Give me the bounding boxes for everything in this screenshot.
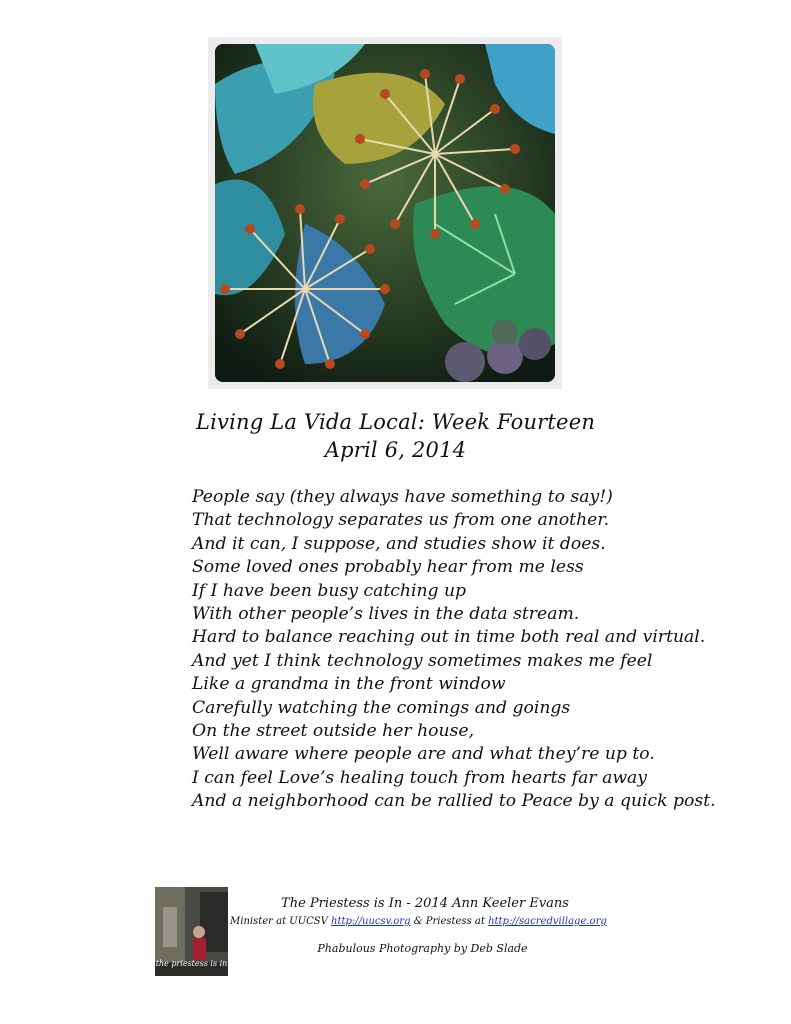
thumbnail-caption: the priestess is in — [155, 959, 228, 968]
affiliation-line — [230, 914, 650, 930]
poem-body — [192, 486, 716, 813]
poem-line: Like a grandma in the front window — [192, 674, 506, 695]
sacred-village-link[interactable]: http://sacredvillage.org — [488, 916, 607, 927]
poem-line: If I have been busy catching up — [192, 580, 467, 601]
poem-line: And yet I think technology sometimes makes me feel — [192, 650, 653, 671]
poem-line: And it can, I suppose, and studies show it does. — [192, 533, 606, 554]
poem-line: People say (they always have something to say!) — [192, 487, 613, 507]
poem-line: Carefully watching the comings and goings — [192, 697, 571, 718]
ivy-flower-illustration — [215, 44, 555, 382]
poem-line: And a neighborhood can be rallied to Peace by a quick post. — [192, 791, 716, 812]
poem-date: April 6, 2014 — [324, 438, 467, 462]
poem-line: I can feel Love’s healing touch from hearts far away — [192, 767, 647, 788]
photo-frame — [208, 37, 562, 389]
uucsv-link[interactable]: http://uucsv.org — [331, 916, 411, 927]
poem-line: That technology separates us from one another. — [192, 510, 610, 531]
poem-title: Living La Vida Local: Week Fourteen — [195, 410, 596, 434]
photo-credit: Phabulous Photography by Deb Slade — [317, 942, 528, 955]
poem-line: Some loved ones probably hear from me less — [192, 557, 584, 578]
footer — [230, 894, 650, 955]
poem-header — [0, 408, 791, 464]
byline: The Priestess is In - 2014 Ann Keeler Evans — [281, 896, 569, 911]
poem-line: With other people’s lives in the data stream. — [192, 603, 580, 624]
poem-line: On the street outside her house, — [192, 720, 475, 741]
poem-line: Well aware where people are and what they’re up to. — [192, 744, 655, 765]
poem-line: Hard to balance reaching out in time both real and virtual. — [192, 627, 706, 648]
priestess-label: & Priestess at — [413, 916, 485, 927]
ivy-flower-photo — [215, 44, 555, 382]
minister-label: Minister at UUCSV — [230, 916, 328, 927]
